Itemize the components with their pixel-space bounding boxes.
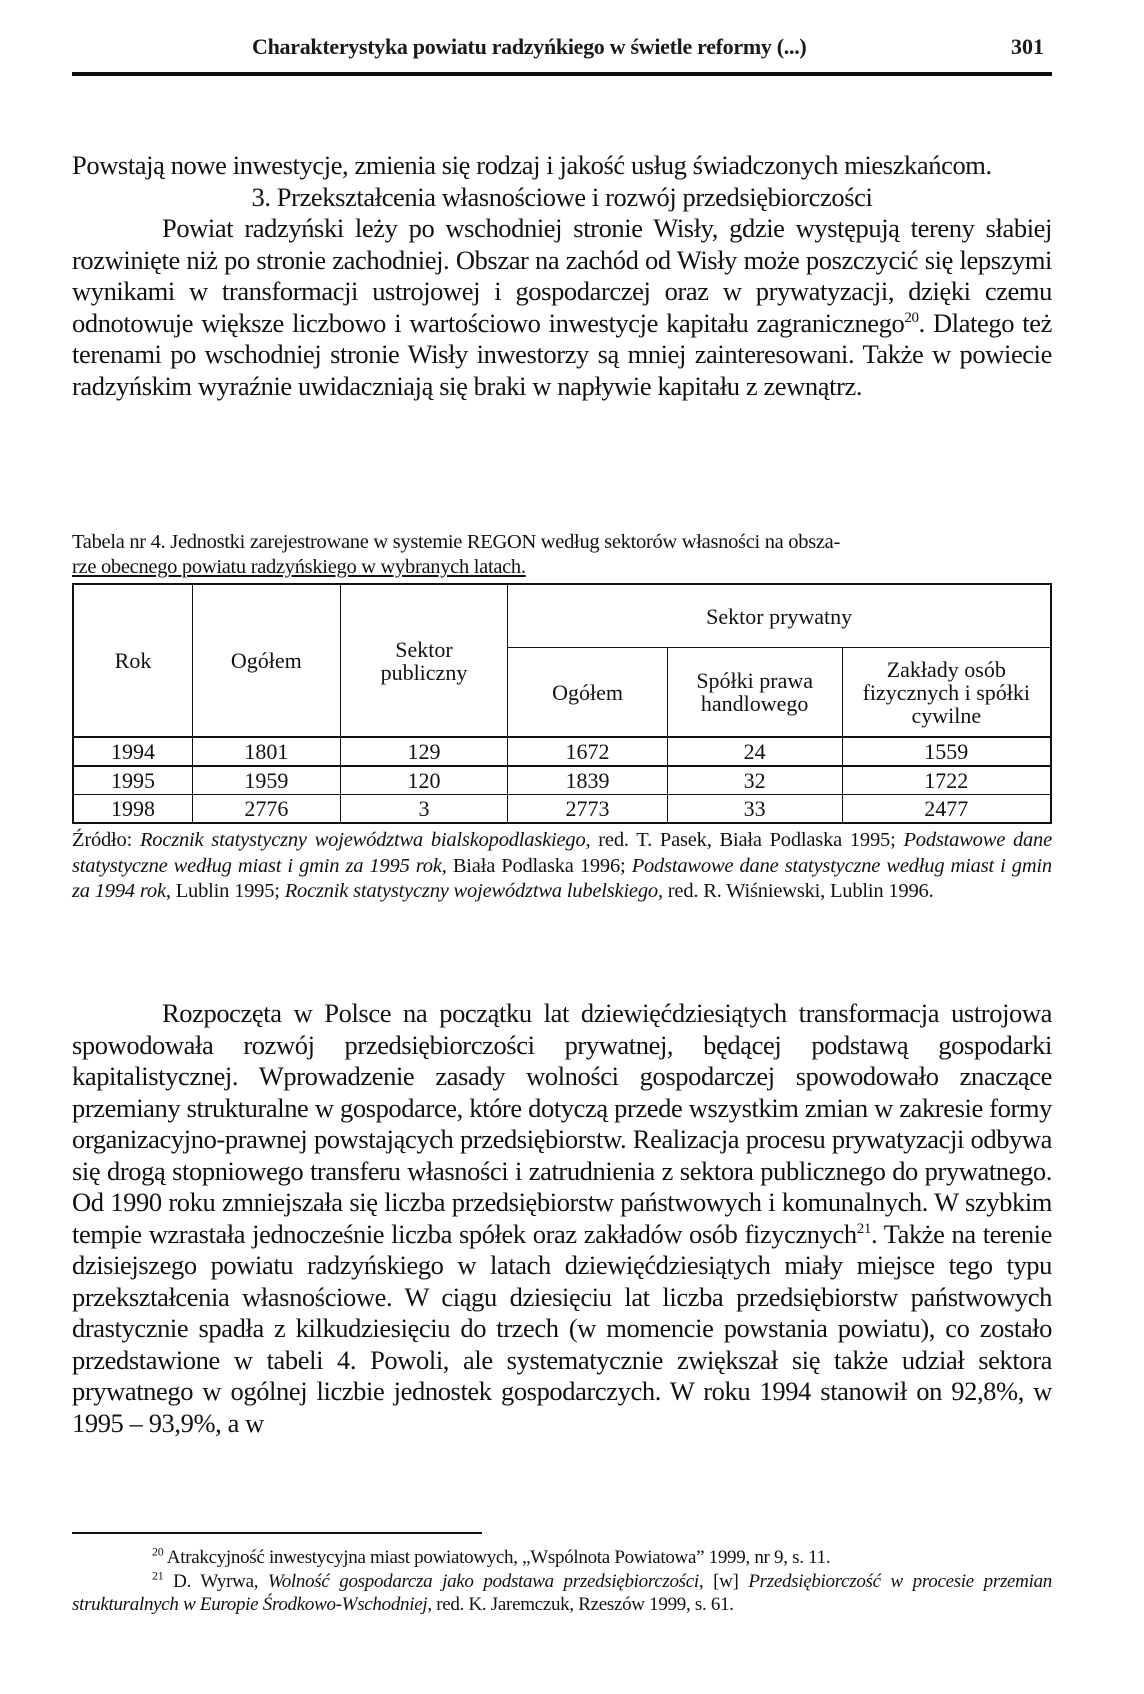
source-details: , Lublin 1995;: [165, 880, 285, 902]
cell-publiczny: 120: [340, 766, 508, 795]
header-spolki: [667, 648, 842, 738]
header-spolki-label: Spółki prawa handlowego: [696, 668, 814, 716]
footnote-20: [72, 1546, 1052, 1570]
source-details: , Biała Podlaska 1996;: [441, 854, 632, 877]
header-sektor-publiczny: [340, 584, 508, 737]
cell-publiczny: 129: [340, 737, 508, 766]
cell-prywatny-ogolem: 1839: [508, 766, 667, 795]
footnote-text: [w]: [703, 1570, 749, 1592]
paragraph-continuation: Powstają nowe inwestycje, zmienia się rodzaj i jakość usług świadczonych mieszkańcom.: [72, 150, 992, 180]
table-row: [73, 737, 1051, 766]
source-title: Rocznik statystyczny województwa bialskopodlaskiego: [139, 829, 586, 851]
cell-ogolem: 2776: [193, 795, 341, 824]
cell-zaklady: 2477: [842, 795, 1051, 824]
cell-spolki: 33: [667, 795, 842, 824]
footnotes: [72, 1546, 1052, 1617]
footnote-number: 21: [152, 1568, 164, 1583]
header-rok: Rok: [73, 584, 193, 737]
footnote-21: [72, 1570, 1052, 1617]
cell-rok: 1998: [73, 795, 193, 824]
paragraph: [72, 213, 1052, 402]
source-label: Źródło:: [72, 829, 140, 851]
cell-spolki: 32: [667, 766, 842, 795]
cell-publiczny: 3: [340, 795, 508, 824]
source-title: Rocznik statystyczny województwa lubelskiego: [284, 880, 658, 902]
footnote-separator: [72, 1532, 482, 1534]
cell-rok: 1994: [73, 737, 193, 766]
source-title: Podstawowe dane statystyczne według miast i gmin za 1995 rok: [72, 829, 1053, 877]
paragraph-text: . Dlatego też terenami po wschodniej stronie Wisły inwestorzy są mniej zainteresowani. Także w powiecie radzyńskim wyraźnie uwidaczniają się braki w napływie kapitału z zewnątrz.: [72, 307, 1052, 401]
caption-line: rze obecnego powiatu radzyńskiego w wybranych latach.: [72, 556, 526, 578]
paragraph-text: . Także na terenie dzisiejszego powiatu radzyńskiego w latach dziewięćdziesiątych miały miejsce tego typu przekształcenia własnościowe. W ciągu dziesięciu lat liczba przedsiębiorstw państwowych drastycznie spadła z kilkudziesięciu do trzech (w momencie powstania powiatu), co zostało przedstawione w tabeli 4. Powoli, ale systematycznie zwiększał się także udział sektora prywatnego w ogólnej liczbie jednostek gospodarczych. W roku 1994 stanowił on 92,8%, w 1995 – 93,9%, a w: [72, 1218, 1052, 1438]
page-header: [72, 30, 1052, 70]
table-source: [72, 828, 1052, 905]
source-title: Podstawowe dane statystyczne według miast i gmin za 1994 rok: [72, 854, 1052, 902]
footnote-title: Przedsiębiorczość w procesie przemian strukturalnych w Europie Środkowo-Wschodniej: [72, 1570, 1052, 1615]
body-text-top: [72, 150, 1052, 402]
header-prywatny-ogolem: Ogółem: [508, 648, 667, 738]
cell-zaklady: 1559: [842, 737, 1051, 766]
page-number: 301: [1011, 34, 1044, 59]
header-ogolem: Ogółem: [193, 584, 341, 737]
footnote-title: Wolność gospodarcza jako podstawa przedsiębiorczości,: [267, 1570, 704, 1592]
header-sektor-prywatny: Sektor prywatny: [508, 584, 1051, 648]
paragraph: [72, 998, 1052, 1439]
paragraph-text: Powiat radzyński leży po wschodniej stronie Wisły, gdzie występują tereny słabiej rozwinięte niż po stronie zachodniej. Obszar na zachód od Wisły może poszczycić się lepszymi wynikami w transformacji ustrojowej i gospodarczej oraz w prywatyzacji, dzięki czemu odnotowuje większe liczbowo i wartościowo inwestycje kapitału zagranicznego: [72, 213, 1052, 338]
running-title: Charakterystyka powiatu radzyńkiego w świetle reformy (...): [252, 34, 807, 59]
cell-spolki: 24: [667, 737, 842, 766]
paragraph-text: Rozpoczęta w Polsce na początku lat dziewięćdziesiątych transformacja ustrojowa spowodowała rozwój przedsiębiorczości prywatnej, będącej podstawą gospodarki kapitalistycznej. Wprowadzenie zasady wolności gospodarczej spowodowało znaczące przemiany strukturalne w gospodarce, które dotyczą przede wszystkim zmian w zakresie formy organizacyjno-prawnej powstających przedsiębiorstw. Realizacja procesu prywatyzacji odbywa się drogą stopniowego transferu własności i zatrudnienia z sektora publicznego do prywatnego. Od 1990 roku zmniejszała się liczba przedsiębiorstw państwowych i komunalnych. W szybkim tempie wzrastała jednocześnie liczba spółek oraz zakładów osób fizycznych: [72, 998, 1052, 1249]
cell-prywatny-ogolem: 2773: [508, 795, 667, 824]
cell-prywatny-ogolem: 1672: [508, 737, 667, 766]
footnote-text: , red. K. Jaremczuk, Rzeszów 1999, s. 61.: [427, 1594, 734, 1615]
header-sektor-publiczny-label: Sektor publiczny: [380, 636, 468, 685]
cell-zaklady: 1722: [842, 766, 1051, 795]
regon-table: [72, 583, 1052, 824]
section-heading: 3. Przekształcenia własnościowe i rozwój przedsiębiorczości: [251, 181, 873, 212]
footnote-text: Atrakcyjność inwestycyjna miast powiatowych, „Wspólnota Powiatowa” 1999, nr 9, s. 11.: [163, 1547, 831, 1568]
table-row: [73, 795, 1051, 824]
header-zaklady-label: Zakłady osób fizycznych i spółki cywilne: [862, 656, 1030, 728]
footnote-number: 20: [152, 1544, 164, 1559]
header-zaklady: [842, 648, 1051, 738]
table-caption: [72, 530, 1052, 580]
cell-rok: 1995: [73, 766, 193, 795]
source-details: , red. T. Pasek, Biała Podlaska 1995;: [585, 829, 904, 851]
footnote-author: D. Wyrwa,: [163, 1570, 268, 1592]
header-rule: [72, 72, 1052, 76]
cell-ogolem: 1959: [193, 766, 341, 795]
source-details: , red. R. Wiśniewski, Lublin 1996.: [657, 880, 934, 902]
caption-line: Tabela nr 4. Jednostki zarejestrowane w systemie REGON według sektorów własności na obsza-: [72, 531, 841, 553]
cell-ogolem: 1801: [193, 737, 341, 766]
footnote-ref-21[interactable]: 21: [856, 1220, 871, 1237]
footnote-ref-20[interactable]: 20: [904, 309, 919, 326]
table-row: [73, 766, 1051, 795]
body-text-bottom: [72, 998, 1052, 1439]
